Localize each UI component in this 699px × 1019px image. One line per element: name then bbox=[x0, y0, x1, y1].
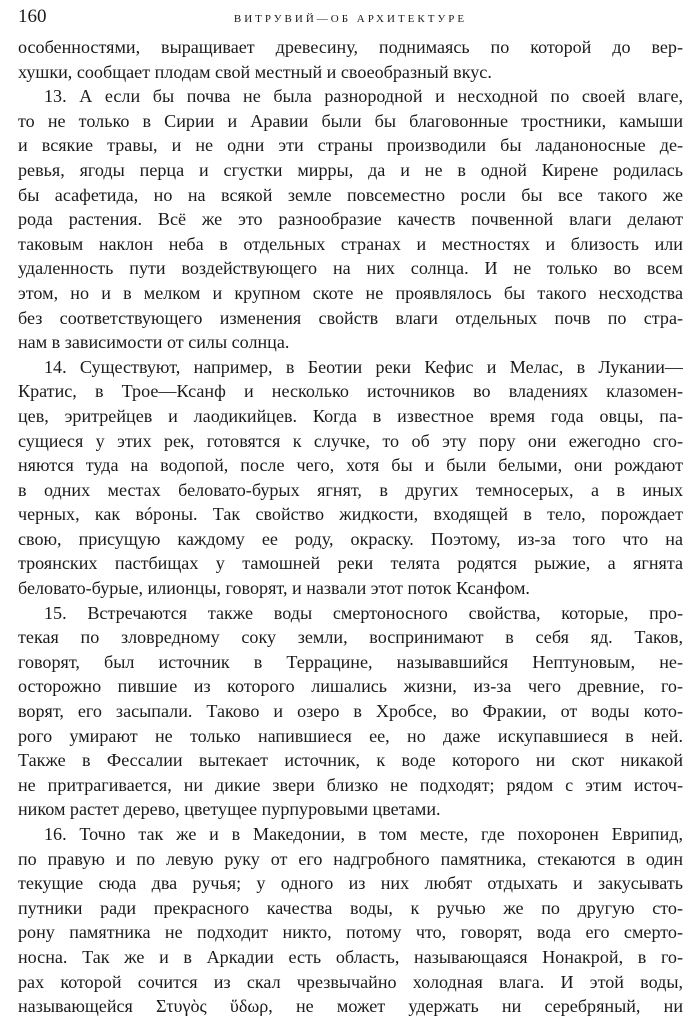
text-line: рода растения. Всё же это разнообразие качеств почвенной влаги делают bbox=[18, 209, 683, 230]
text-line: не притрагивается, ни дикие звери близко не подходят; рядом с этим источ- bbox=[18, 774, 683, 795]
text-line: по правую и по левую руку от его надгробного памятника, стекаются в один bbox=[18, 848, 683, 869]
text-line: бы асафетида, но на всякой земле повсеместно росли бы все такого же bbox=[18, 184, 683, 205]
text-line: рах которой сочится из скал чрезвычайно холодная влага. И этой воды, bbox=[18, 971, 683, 992]
text-line: 16. Точно так же и в Македонии, в том месте, где похоронен Еврипид, bbox=[44, 824, 683, 844]
text-line: няются туда на водопой, после чего, хотя бы и были белыми, они рождают bbox=[18, 455, 683, 476]
text-line: беловато-бурые, илионцы, говорят, и назвали этот поток Ксанфом. bbox=[18, 578, 530, 599]
text-line: хушки, сообщает плодам свой местный и своеобразный вкус. bbox=[18, 61, 492, 82]
text-line: удаленность пути воздействующего на них солнца. И не только во всем bbox=[18, 258, 683, 279]
text-line: и всякие травы, и не одни эти страны производили бы ладаноносные де- bbox=[18, 135, 683, 156]
text-line: без соответствующего изменения свойств влаги отдельных почв по стра- bbox=[18, 307, 683, 328]
text-line: Также в Фессалии вытекает источник, к воде которого ни скот никакой bbox=[18, 750, 683, 771]
text-line: нам в зависимости от силы солнца. bbox=[18, 332, 290, 353]
text-line: 13. А если бы почва не была разнородной и несходной по своей влаге, bbox=[44, 86, 683, 107]
text-line: цев, эритрейцев и лаодикийцев. Когда в известное время года овцы, па- bbox=[18, 405, 683, 426]
text-line: в одних местах беловато-бурых ягнят, в других темносерых, а в иных bbox=[18, 479, 683, 500]
text-line: то не только в Сирии и Аравии были бы благовонные тростники, камыши bbox=[18, 110, 683, 131]
text-line: свою, присущую каждому ее роду, окраску. Поэтому, из-за того что на bbox=[18, 528, 683, 549]
text-line: особенностями, выращивает древесину, поднимаясь по которой до вер- bbox=[18, 37, 683, 57]
text-line: путники ради прекрасного качества воды, к ручью же по другую сто- bbox=[18, 897, 683, 918]
page-header bbox=[18, 6, 683, 32]
text-line: черных, как вóроны. Так свойство жидкости, входящей в тело, порождает bbox=[18, 504, 683, 525]
text-line: сущиеся у этих рек, готовятся к случке, то об эту пору они ежегодно сго- bbox=[18, 430, 683, 451]
text-line: говорят, был источник в Террацине, называвшийся Нептуновым, не- bbox=[18, 651, 683, 672]
text-line: 15. Встречаются также воды смертоносного свойства, которые, про- bbox=[44, 602, 683, 623]
text-line: текущие сюда два ручья; у одного из них любят отдыхать и закусывать bbox=[18, 873, 683, 894]
text-line: ником растет дерево, цветущее пурпуровыми цветами. bbox=[18, 799, 441, 820]
text-line: Кратис, в Трое—Ксанф и несколько источников во владениях клазомен- bbox=[18, 381, 683, 402]
running-head: ВИТРУВИЙ—ОБ АРХИТЕКТУРЕ bbox=[233, 13, 468, 25]
text-line: осторожно пившие из которого лишались жизни, из-за чего древние, го- bbox=[18, 676, 683, 697]
text-line: называющейся Στυγὸς ὕδωρ, не может удержать ни серебряный, ни bbox=[18, 996, 683, 1017]
text-line: ревья, ягоды перца и сгустки мирры, да и не в одной Кирене родилась bbox=[18, 159, 683, 180]
text-line: ворят, его засыпали. Таково и озеро в Хробсе, во Фракии, от воды кото- bbox=[18, 701, 683, 722]
body-text bbox=[18, 35, 683, 1019]
text-line: рону памятника не подходит никто, потому что, говорят, вода его смерто- bbox=[18, 922, 683, 943]
text-line: этом, но и в мелком и крупном скоте не проявлялось бы такого несходства bbox=[18, 282, 683, 303]
text-line: троянских пастбищах у тамошней реки телята родятся рыжие, а ягнята bbox=[18, 553, 683, 574]
text-line: 14. Существуют, например, в Беотии реки Кефис и Мелас, в Лукании— bbox=[44, 356, 683, 377]
text-line: рого умирают не только напившиеся ее, но даже искупавшиеся в ней. bbox=[18, 725, 683, 746]
text-line: носна. Так же и в Аркадии есть область, называющаяся Нонакрой, в го- bbox=[18, 946, 683, 967]
text-line: таковым наклон неба в отдельных странах и местностях и близость или bbox=[18, 233, 683, 254]
text-line: текая по зловредному соку земли, воспринимают в себя яд. Таков, bbox=[18, 627, 683, 648]
page-number: 160 bbox=[18, 6, 47, 27]
